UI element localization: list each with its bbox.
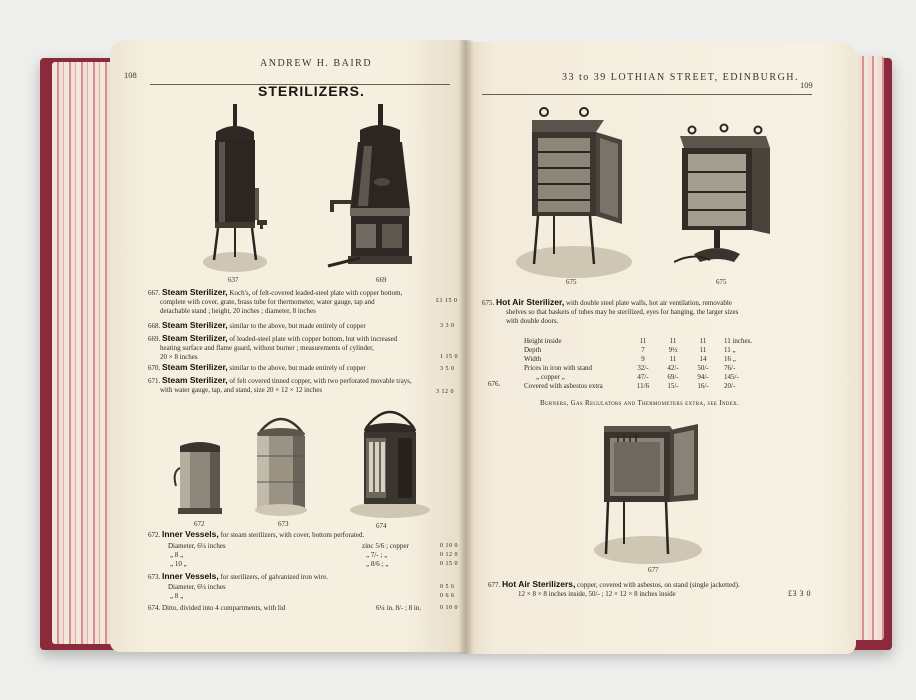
caption-677: 677	[648, 566, 659, 574]
table-cell: 145/-	[724, 372, 739, 381]
steam-sterilizer-637-illustration	[202, 102, 272, 278]
entry-line: Ditto, divided into 4 compartments, with lid	[162, 604, 286, 612]
sub-672-price-1: 0 10 0	[440, 543, 458, 549]
sub-672-mid-3: „ 8/6 ; „	[366, 560, 389, 568]
right-page	[462, 42, 856, 654]
table-row	[524, 354, 774, 363]
entry-line: detachable stand ; height, 20 inches ; diameter, 8 inches	[160, 307, 316, 315]
entry-676-number: 676.	[488, 380, 501, 388]
burners-note: Burners, Gas Regulators and Thermometers extra, see Index.	[540, 399, 740, 407]
caption-674: 674	[376, 522, 387, 530]
table-cell: 20/-	[724, 381, 736, 390]
entry-name: Steam Sterilizer,	[162, 333, 228, 343]
entry-line: 12 × 8 × 8 inches inside, 50/- ; 12 × 12 × 8 inches inside	[518, 590, 676, 598]
right-header-rule	[482, 94, 812, 95]
entry-670	[148, 363, 430, 373]
right-page-number: 109	[800, 80, 813, 90]
price-670: 3 5 0	[440, 366, 455, 372]
entry-number: 670.	[148, 364, 161, 372]
entry-name: Steam Sterilizer,	[162, 362, 228, 372]
entry-number: 671.	[148, 377, 161, 385]
entry-674	[148, 604, 368, 613]
caption-672: 672	[194, 520, 205, 528]
entry-line: Koch's, of felt-covered leaded-steel plate with copper bottom,	[227, 289, 403, 297]
caption-675-b: 675	[716, 278, 727, 286]
hot-air-sterilizer-675-open-illustration	[674, 122, 774, 276]
table-cell: Height inside	[524, 336, 562, 345]
sub-672-price-2: 0 12 0	[440, 552, 458, 558]
entry-line: copper, covered with asbestos, on stand (single jacketted).	[575, 581, 740, 589]
entry-number: 677.	[488, 581, 501, 589]
hot-air-sterilizer-675-front-illustration	[514, 104, 632, 280]
caption-669: 669	[376, 276, 387, 284]
table-cell: 9	[641, 354, 645, 363]
sub-673-line-1: Diameter, 6¼ inches	[168, 583, 226, 591]
inner-vessel-673-illustration	[250, 412, 312, 518]
table-row	[524, 336, 774, 345]
entry-673	[148, 572, 438, 582]
left-page-number: 108	[124, 70, 137, 80]
table-cell: 14	[699, 354, 707, 363]
sub-672-mid-2: „ 7/- ; „	[366, 551, 388, 559]
table-cell: Prices in iron with stand	[524, 363, 593, 372]
steam-sterilizer-669-illustration	[320, 100, 420, 276]
table-cell: 42/-	[667, 363, 679, 372]
sub-673-price-1: 0 5 6	[440, 584, 455, 590]
table-cell: 69/-	[667, 372, 679, 381]
entry-line: with double steel plate walls, hot air ventilation, removable	[564, 299, 732, 307]
table-cell: 47/-	[637, 372, 649, 381]
table-cell: 7	[641, 345, 645, 354]
entry-name: Steam Sterilizer,	[162, 287, 228, 297]
entry-674-mid: 6¼ in. 8/- ; 8 in.	[376, 604, 422, 612]
hot-air-sterilizer-677-illustration	[594, 420, 710, 568]
table-cell: „ copper „	[536, 372, 565, 381]
table-cell: 16/-	[697, 381, 709, 390]
book-gutter	[458, 40, 474, 654]
table-cell: 76/-	[724, 363, 736, 372]
caption-675-a: 675	[566, 278, 577, 286]
sub-672-line-2: „ 8 „	[170, 551, 184, 559]
entry-number: 669.	[148, 335, 161, 343]
price-667: £1 15 0	[436, 298, 458, 304]
entry-name: Hot Air Sterilizer,	[496, 297, 565, 307]
table-cell: 11 inches.	[724, 336, 753, 345]
entry-line: complete with cover, grate, brass tube for thermometer, water gauge, tap and	[160, 298, 375, 306]
entry-name: Inner Vessels,	[162, 529, 219, 539]
entry-line: 20 × 8 inches	[160, 353, 198, 361]
entry-number: 667.	[148, 289, 161, 297]
table-cell: 11 „	[724, 345, 736, 354]
entry-name: Hot Air Sterilizers,	[502, 579, 576, 589]
table-cell: 11	[669, 354, 677, 363]
table-cell: 11	[639, 336, 647, 345]
table-cell: Width	[524, 354, 542, 363]
caption-637: 637	[228, 276, 239, 284]
table-cell: Covered with asbestos extra	[524, 381, 603, 390]
entry-number: 674.	[148, 604, 161, 612]
entry-number: 675.	[482, 299, 495, 307]
left-page	[110, 40, 468, 652]
table-cell: 15/-	[667, 381, 679, 390]
table-cell: 11	[669, 336, 677, 345]
entry-667	[148, 288, 430, 316]
entry-677	[488, 580, 808, 599]
sub-672-line-1: Diameter, 6¼ inches	[168, 542, 226, 550]
entry-672	[148, 530, 438, 540]
table-cell: 50/-	[697, 363, 709, 372]
entry-line: with water gauge, tap, and stand, size 20 × 12 × 12 inches	[160, 386, 323, 394]
right-running-head: 33 to 39 LOTHIAN STREET, EDINBURGH.	[562, 72, 800, 83]
entry-line: similar to the above, but made entirely of copper	[227, 322, 366, 330]
price-669: 1 15 0	[440, 354, 458, 360]
table-cell: 9½	[668, 345, 678, 354]
spec-table	[524, 336, 774, 390]
entry-number: 673.	[148, 573, 161, 581]
price-674: 0 10 0	[440, 605, 458, 611]
entry-line: for steam sterilizers, with cover, bottom perforated.	[218, 531, 365, 539]
entry-line: of felt covered tinned copper, with two perforated movable trays,	[227, 377, 412, 385]
entry-number: 668.	[148, 322, 161, 330]
entry-name: Steam Sterilizer,	[162, 320, 228, 330]
table-cell: 11	[699, 345, 707, 354]
sub-672-line-3: „ 10 „	[170, 560, 187, 568]
table-row	[524, 345, 774, 354]
table-row	[524, 381, 774, 390]
entry-line: of leaded-steel plate with copper bottom, but with increased	[227, 335, 398, 343]
entry-675	[482, 298, 830, 326]
page-title: STERILIZERS.	[258, 83, 365, 99]
table-row	[524, 372, 774, 381]
table-cell: 94/-	[697, 372, 709, 381]
table-cell: 11/6	[636, 381, 650, 390]
entry-line: heating surface and flame guard, without burner ; measurements of cylinder,	[160, 344, 374, 352]
entry-line: with double doors.	[506, 317, 559, 325]
entry-line: similar to the above, but made entirely of copper	[227, 364, 366, 372]
price-677: £3 3 0	[788, 589, 811, 598]
entry-name: Steam Sterilizer,	[162, 375, 228, 385]
entry-line: for sterilizers, of galvanized iron wire.	[218, 573, 328, 581]
price-668: 3 3 0	[440, 323, 455, 329]
table-cell: 11	[699, 336, 707, 345]
sub-673-line-2: „ 8 „	[170, 592, 184, 600]
sub-672-price-3: 0 15 0	[440, 561, 458, 567]
table-cell: 16 „	[724, 354, 736, 363]
entry-line: shelves so that baskets of tubes may be sterilized, eyes for hanging, the larger sizes	[506, 308, 739, 316]
entry-number: 672.	[148, 531, 161, 539]
inner-vessel-672-illustration	[172, 438, 228, 518]
price-671: 3 12 0	[436, 389, 454, 395]
inner-vessel-674-illustration	[350, 404, 430, 520]
entry-668	[148, 321, 430, 331]
table-row	[524, 363, 774, 372]
sub-672-mid-1: zinc 5/6 ; copper	[362, 542, 409, 550]
left-running-head: ANDREW H. BAIRD	[260, 58, 373, 69]
table-cell: Depth	[524, 345, 542, 354]
sub-673-price-2: 0 6 6	[440, 593, 455, 599]
entry-name: Inner Vessels,	[162, 571, 219, 581]
table-cell: 32/-	[637, 363, 649, 372]
entry-669	[148, 334, 430, 362]
caption-673: 673	[278, 520, 289, 528]
entry-671	[148, 376, 430, 395]
